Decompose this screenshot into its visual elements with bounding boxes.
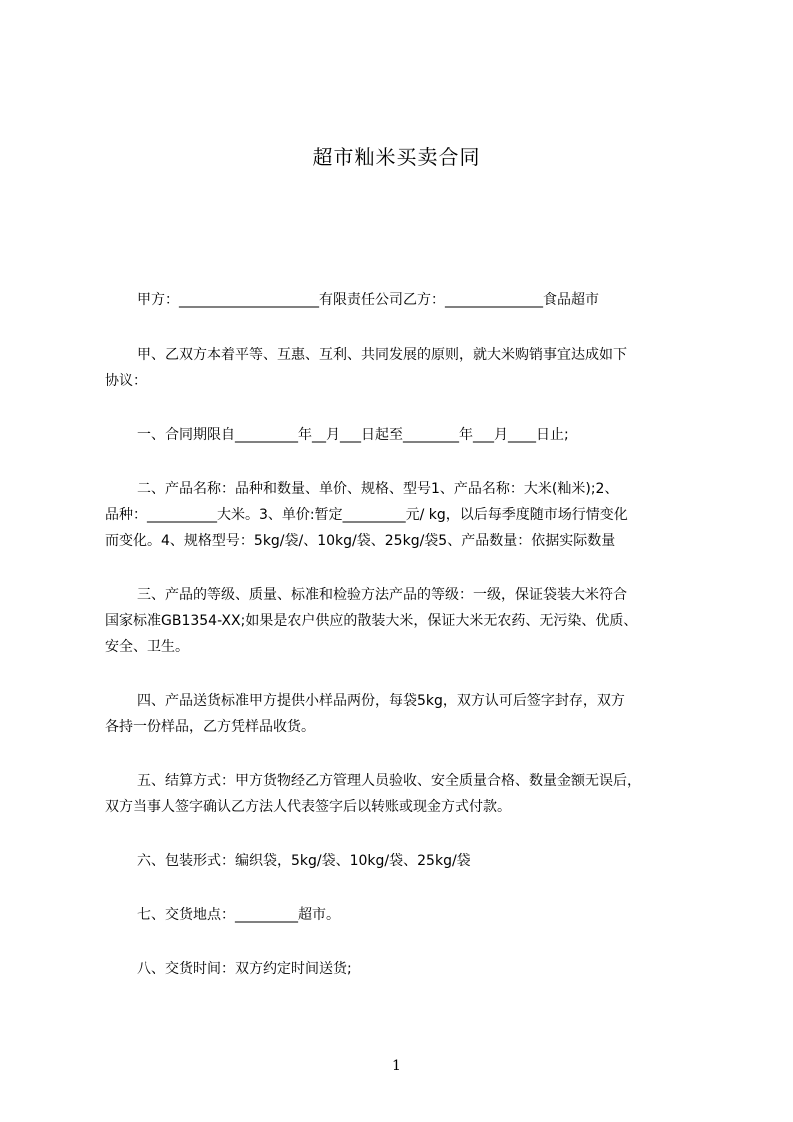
page-title: 超市籼米买卖合同 [312,145,481,169]
clause-5-line-1: 五、结算方式：甲方货物经乙方管理人员验收、安全质量合格、数量金额无误后， [137,773,641,789]
clause-2-line-2: 品种：__________大米。3、单价:暂定_________元/ kg，以后每季度随市场行情变化 [105,507,628,523]
clause-3-line-2: 国家标准GB1354-XX;如果是农户供应的散装大米，保证大米无农药、无污染、优质、 [105,613,638,629]
clause-8-delivery-time: 八、交货时间：双方约定时间送货; [137,961,352,977]
clause-3-line-3: 安全、卫生。 [105,639,189,655]
clause-2-line-3: 而变化。4、规格型号：5kg/袋/、10kg/袋、25kg/袋5、产品数量：依据实际数量 [105,533,616,549]
clause-4-line-1: 四、产品送货标准甲方提供小样品两份，每袋5kg，双方认可后签字封存，双方 [137,693,625,709]
clause-1-term: 一、合同期限自_________年__月___日起至________年___月____日止; [137,427,569,443]
clause-2-line-1: 二、产品名称：品种和数量、单价、规格、型号1、产品名称：大米(籼米);2、 [137,481,619,497]
clause-7-delivery-place: 七、交货地点：_________超市。 [137,907,340,923]
intro-line-1: 甲、乙双方本着平等、互惠、互利、共同发展的原则，就大米购销事宜达成如下 [137,347,627,363]
page-number: 1 [392,1058,401,1074]
intro-line-2: 协议： [105,373,147,389]
clause-3-line-1: 三、产品的等级、质量、标准和检验方法产品的等级：一级，保证袋装大米符合 [137,587,627,603]
clause-6-packaging: 六、包装形式：编织袋，5kg/袋、10kg/袋、25kg/袋 [137,853,471,869]
clause-5-line-2: 双方当事人签字确认乙方法人代表签字后以转账或现金方式付款。 [105,799,511,815]
party-line: 甲方：____________________有限责任公司乙方：______________食品超市 [137,292,599,308]
clause-4-line-2: 各持一份样品，乙方凭样品收货。 [105,719,315,735]
